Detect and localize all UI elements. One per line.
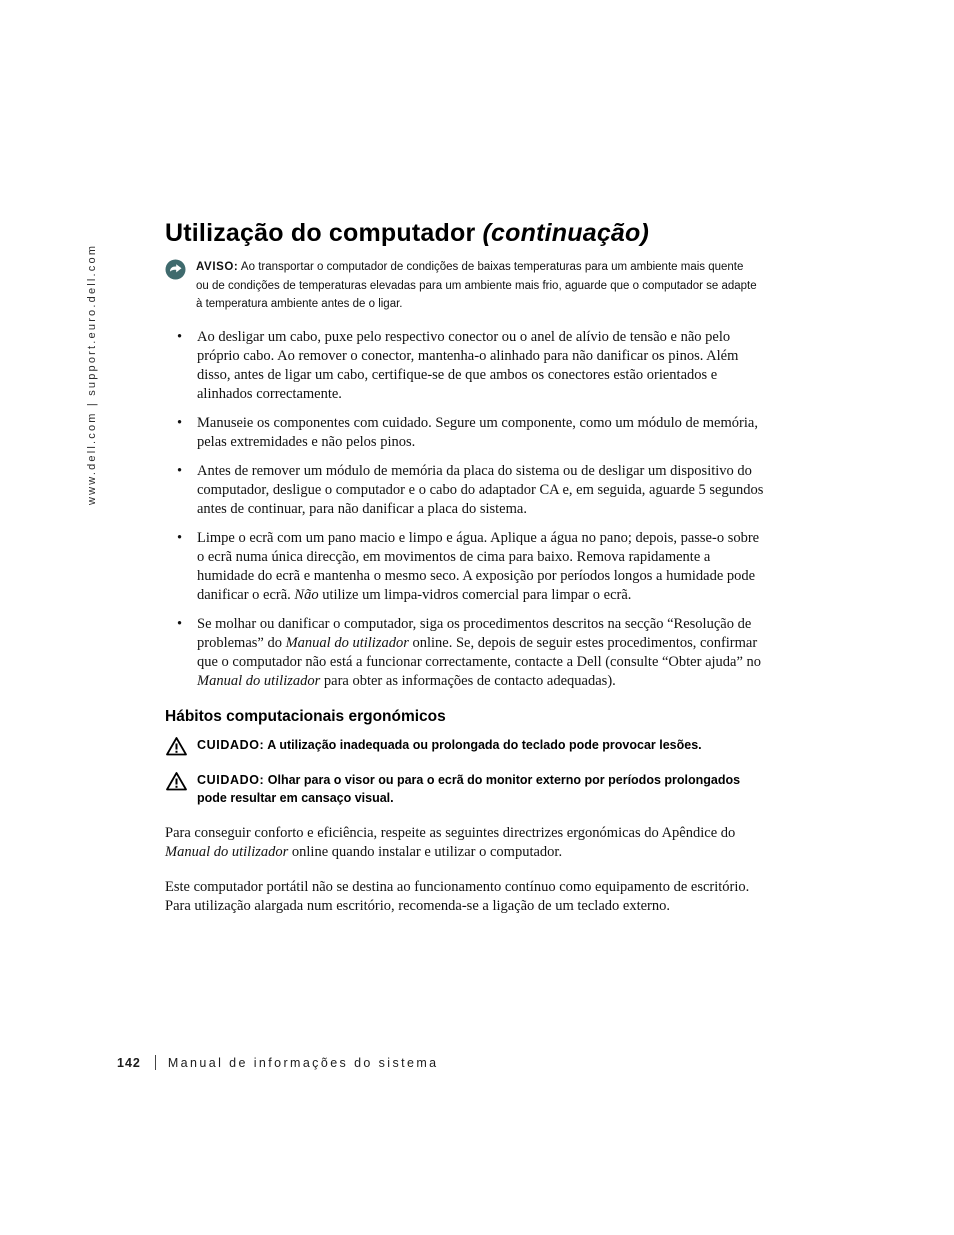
text-run: Este computador portátil não se destina ao funcionamento contínuo como equipamento de escritório. Para utilização alargada num escritório, recomenda-se a ligação de um teclado externo. (165, 878, 750, 914)
caution-body: A utilização inadequada ou prolongada do teclado pode provocar lesões. (264, 737, 702, 752)
italic-text-run: Manual do utilizador (197, 672, 321, 689)
italic-text-run: Manual do utilizador (285, 634, 409, 651)
bullet-item (197, 462, 769, 519)
notice-text (196, 258, 758, 314)
text-run: utilize um limpa-vidros comercial para limpar o ecrã. (318, 586, 632, 603)
sidebar-vertical-url-text: www.dell.com | support.euro.dell.com (86, 243, 98, 505)
text-run: online quando instalar e utilizar o computador. (288, 843, 563, 860)
body-paragraph (165, 824, 773, 862)
caution-block (165, 736, 777, 762)
text-run: Se molhar ou danificar o computador, siga os procedimentos descritos na secção “Resolução de problemas” do (197, 615, 752, 651)
main-content (165, 219, 777, 916)
italic-text-run: Não (294, 586, 319, 603)
caution-block (165, 771, 777, 808)
text-run: Para conseguir conforto e eficiência, respeite as seguintes directrizes ergonómicas do Apêndice do (165, 824, 736, 841)
caution-body: Olhar para o visor ou para o ecrã do monitor externo por períodos prolongados pode resultar em cansaço visual. (197, 772, 741, 805)
text-run: Ao desligar um cabo, puxe pelo respectivo conector ou o anel de alívio de tensão e não pelo próprio cabo. Ao remover o conector, mantenha-o alinhado para não danificar os pinos. Além disso, antes de ligar um cabo, certifique-se de que ambos os conectores estão orientados e alinhados correctamente. (197, 328, 739, 402)
warning-triangle-icon (165, 736, 188, 762)
notice-body: Ao transportar o computador de condições de baixas temperaturas para um ambiente mais quente ou de condições de temperaturas elevadas para um ambiente mais frio, aguarde que o computador se adapte à temperatura ambiente antes de o ligar. (196, 261, 757, 310)
bullet-item (197, 414, 769, 452)
warning-triangle-icon (165, 771, 188, 797)
caution-label: CUIDADO: (197, 737, 265, 752)
text-run: Manuseie os componentes com cuidado. Segure um componente, como um módulo de memória, pelas extremidades e não pelos pinos. (197, 414, 758, 450)
footer-document-title: Manual de informações do sistema (167, 1055, 439, 1070)
notice-icon (165, 259, 186, 285)
bullet-item (197, 529, 769, 605)
caution-text (197, 771, 772, 808)
body-paragraph (165, 878, 773, 916)
footer-divider (155, 1055, 156, 1070)
bullet-list (165, 328, 777, 691)
italic-text-run: Manual do utilizador (165, 843, 289, 860)
page-title (165, 219, 777, 248)
bullet-item (197, 615, 769, 691)
text-run: Limpe o ecrã com um pano macio e limpo e água. Aplique a água no pano; depois, passe-o sobre o ecrã numa única direcção, em movimentos de cima para baixo. Remova rapidamente a humidade do ecrã e mantenha o mesmo seco. A exposição por períodos longos a humidade pode danificar o ecrã. (197, 529, 760, 603)
page-footer (117, 1055, 439, 1070)
notice-block (165, 258, 777, 314)
section-heading-ergonomics: Hábitos computacionais ergonómicos (165, 707, 446, 725)
caution-text (197, 736, 772, 755)
footer-page-number: 142 (117, 1055, 141, 1070)
text-run: Antes de remover um módulo de memória da placa do sistema ou de desligar um dispositivo do computador, desligue o computador e o cabo do adaptador CA e, em seguida, aguarde 5 segundos antes de continuar, para não danificar a placa do sistema. (197, 462, 764, 517)
text-run: para obter as informações de contacto adequadas). (320, 672, 616, 689)
notice-label: AVISO: (196, 261, 239, 273)
caution-label: CUIDADO: (197, 772, 265, 787)
page-title-continuation: (continuação) (482, 219, 650, 247)
bullet-item (197, 328, 769, 404)
text-run: online. Se, depois de seguir estes procedimentos, confirmar que o computador não está a funcionar correctamente, contacte a Dell (consulte “Obter ajuda” no (197, 634, 762, 670)
page-title-main: Utilização do computador (165, 219, 483, 247)
